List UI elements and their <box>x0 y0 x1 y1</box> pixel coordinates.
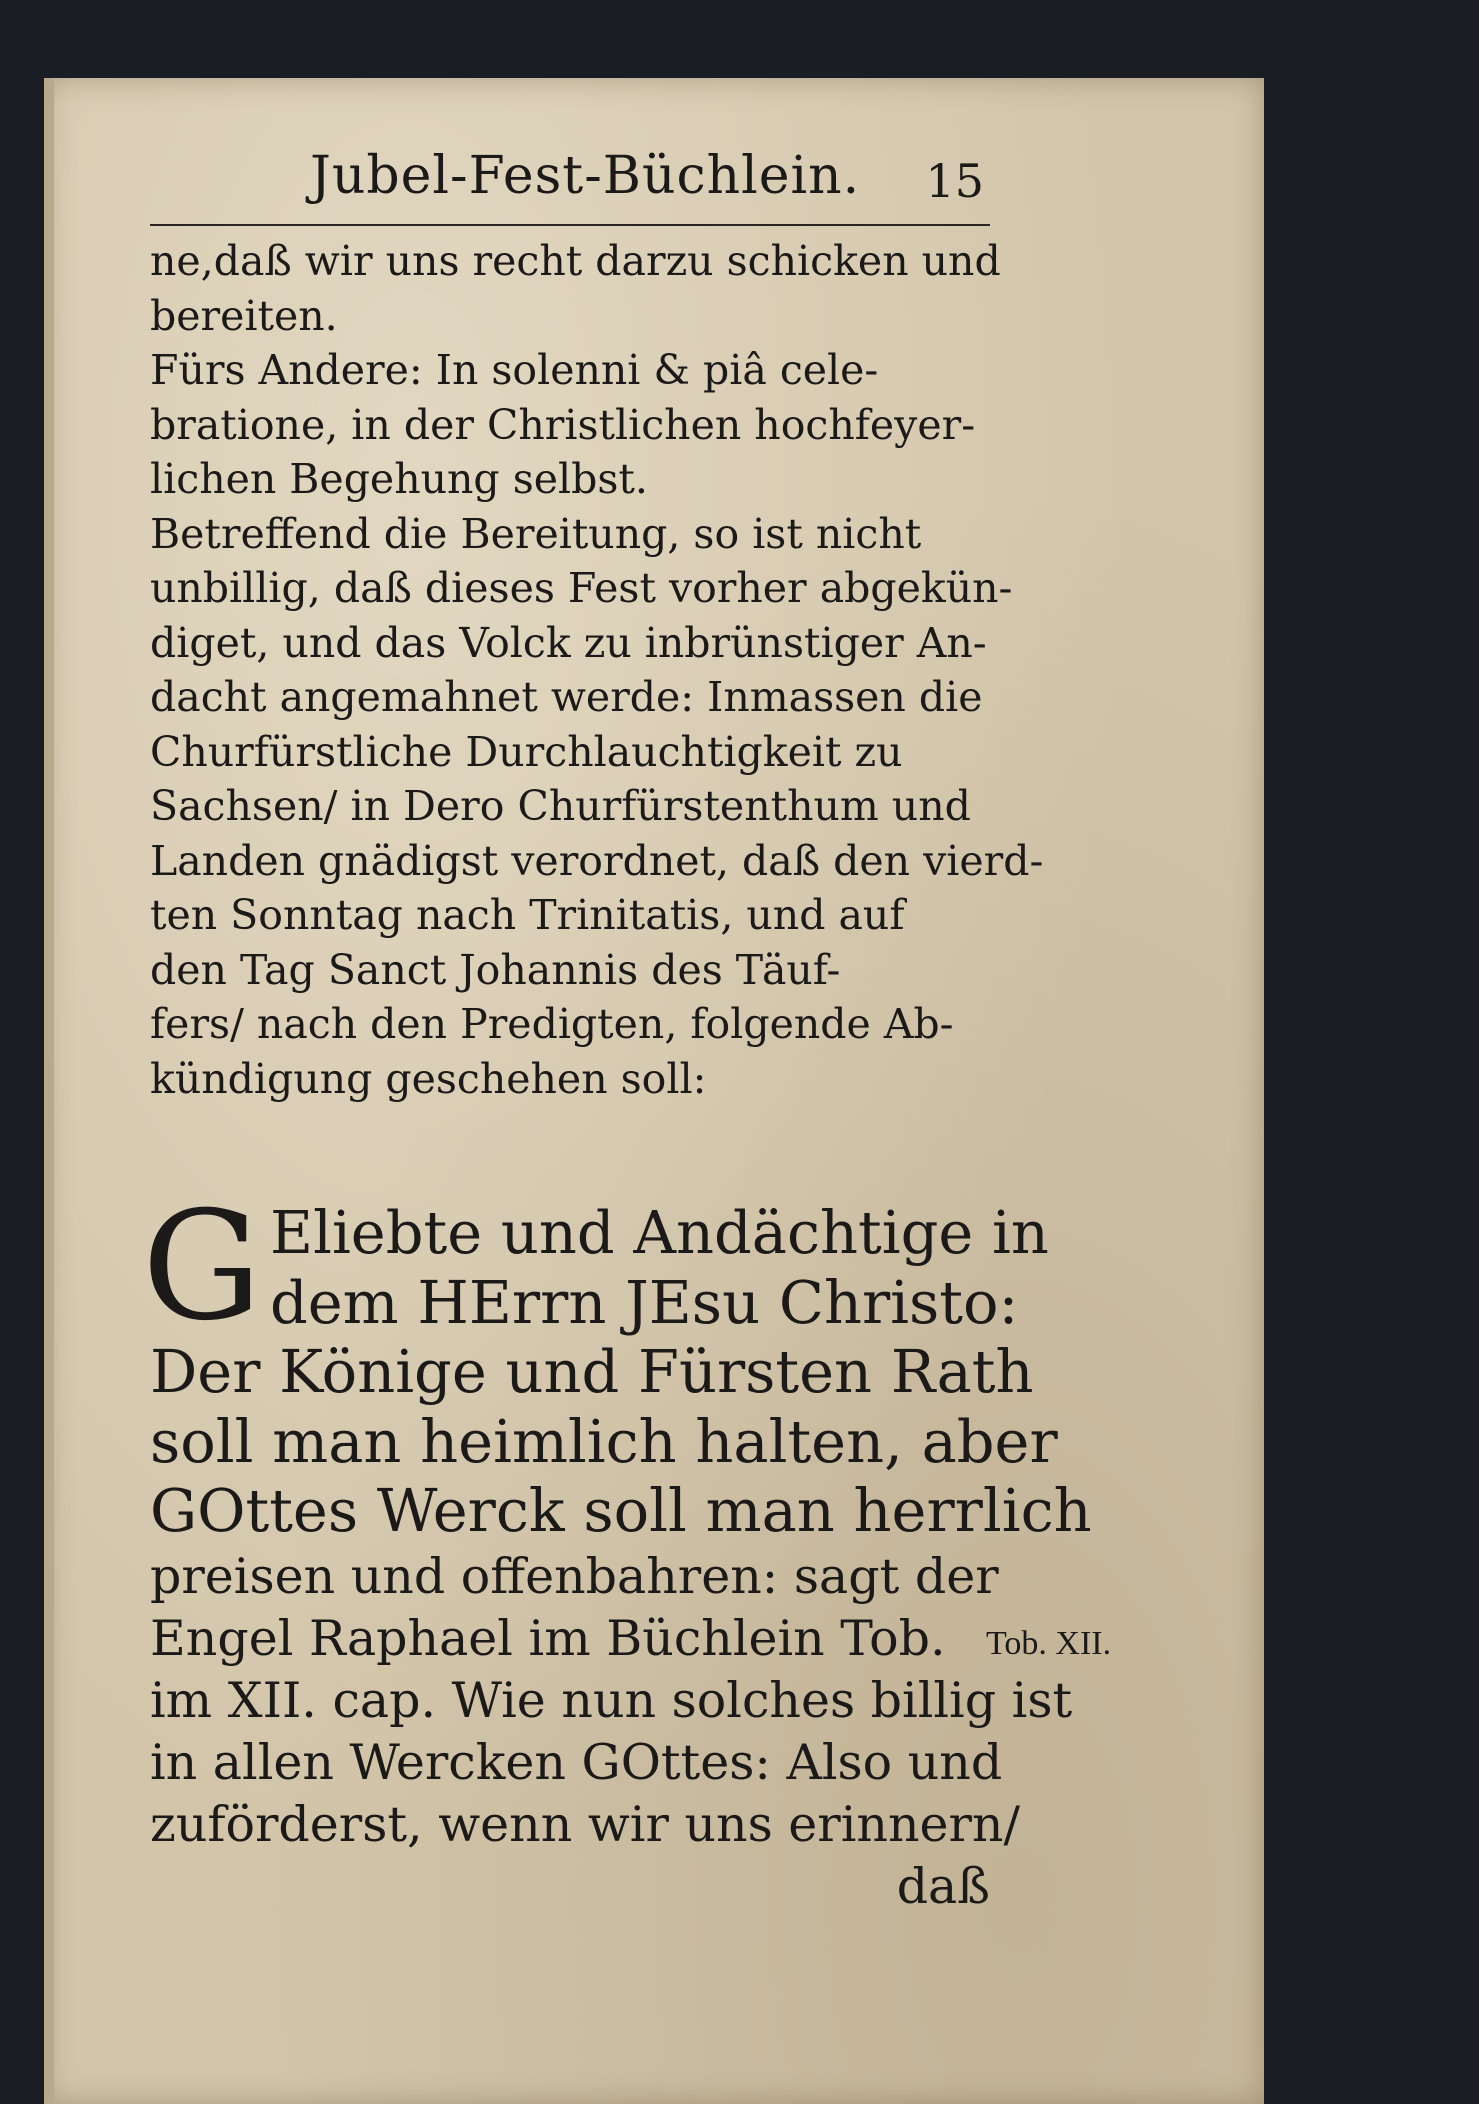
text-line: kündigung geschehen soll: <box>150 1054 707 1103</box>
text-line: Fürs Andere: In solenni & piâ cele- <box>150 346 879 394</box>
text-line: bratione, in der Christlichen hochfeyer- <box>150 400 976 449</box>
margin-note: Tob. XII. <box>986 1625 1112 1662</box>
drop-initial: G <box>142 1180 262 1354</box>
announcement-line: GOttes Werck soll man herrlich <box>150 1476 1092 1545</box>
text-line: Landen gnädigst verordnet, daß den vierd- <box>150 836 1044 885</box>
text-line: fers/ nach den Predigten, folgende Ab- <box>150 1000 954 1048</box>
text-line: ne,daß wir uns recht darzu schicken und <box>150 237 1001 285</box>
announcement-line: im XII. cap. Wie nun solches billig ist <box>150 1671 1073 1729</box>
running-header <box>150 140 990 226</box>
text-line: bereiten. <box>150 291 338 340</box>
text-line: Churfürstliche Durchlauchtigkeit zu <box>150 727 903 776</box>
text-line: dacht angemahnet werde: Inmassen die <box>150 673 983 721</box>
announcement-line: Der Könige und Fürsten Rath <box>150 1337 1034 1406</box>
text-line: Betreffend die Bereitung, so ist nicht <box>150 509 922 558</box>
text-line: lichen Begehung selbst. <box>150 455 648 503</box>
catchword: daß <box>896 1857 990 1915</box>
announcement-line: in allen Wercken GOttes: Also und <box>150 1733 1003 1791</box>
announcement-line: preisen und offenbahren: sagt der <box>150 1547 999 1605</box>
text-line: Sachsen/ in Dero Churfürstenthum und <box>150 782 971 830</box>
announcement-line: dem HErrn JEsu Christo: <box>270 1267 1019 1337</box>
announcement-line: soll man heimlich halten, aber <box>150 1406 1058 1476</box>
text-line: den Tag Sanct Johannis des Täuf- <box>150 945 841 994</box>
page-number: 15 <box>925 154 984 208</box>
announcement-line: Eliebte und Andächtige in <box>270 1198 1049 1267</box>
body-text <box>150 234 1044 1106</box>
running-title: Jubel-Fest-Büchlein. <box>310 146 861 206</box>
page-gutter-edge <box>44 78 54 2104</box>
text-line: ten Sonntag nach Trinitatis, und auf <box>150 891 905 939</box>
announcement-line: Engel Raphael im Büchlein Tob. <box>150 1609 946 1667</box>
text-line: unbillig, daß dieses Fest vorher abgekün- <box>150 564 1013 612</box>
announcement-line: zuförderst, wenn wir uns erinnern/ <box>150 1795 1020 1853</box>
text-line: diget, und das Volck zu inbrünstiger An- <box>150 618 987 667</box>
